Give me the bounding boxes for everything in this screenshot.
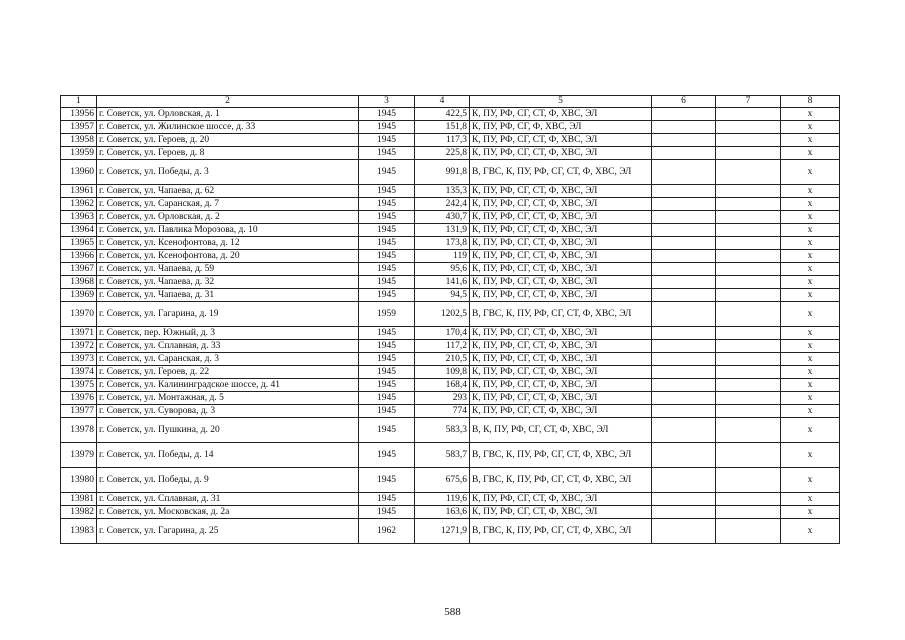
table-row [61,147,840,160]
area-cell: 293 [415,392,470,405]
column-6-cell [652,302,716,327]
area-cell: 109,8 [415,366,470,379]
area-cell: 95,6 [415,263,470,276]
utilities-cell: К, ПУ, РФ, СГ, СТ, Ф, ХВС, ЭЛ [470,108,652,121]
column-6-cell [652,250,716,263]
column-7-cell [716,263,781,276]
year-cell: 1945 [359,289,415,302]
column-6-cell [652,289,716,302]
column-8-cell: х [781,405,840,418]
column-6-cell [652,276,716,289]
table-row [61,289,840,302]
year-cell: 1945 [359,353,415,366]
area-cell: 117,3 [415,134,470,147]
column-6-cell [652,108,716,121]
row-number-cell: 13956 [61,108,97,121]
column-8-cell: х [781,468,840,493]
utilities-cell: К, ПУ, РФ, СГ, СТ, Ф, ХВС, ЭЛ [470,289,652,302]
row-number-cell: 13966 [61,250,97,263]
address-cell: г. Советск, ул. Гагарина, д. 25 [97,519,359,544]
row-number-cell: 13974 [61,366,97,379]
column-6-cell [652,405,716,418]
address-cell: г. Советск, ул. Орловская, д. 2 [97,211,359,224]
table-row [61,224,840,237]
utilities-cell: К, ПУ, РФ, СГ, СТ, Ф, ХВС, ЭЛ [470,405,652,418]
table-row [61,379,840,392]
table-row [61,493,840,506]
address-cell: г. Советск, ул. Победы, д. 3 [97,160,359,185]
row-number-cell: 13969 [61,289,97,302]
column-7-cell [716,198,781,211]
table-row [61,185,840,198]
table-row [61,250,840,263]
area-cell: 94,5 [415,289,470,302]
utilities-cell: К, ПУ, РФ, СГ, СТ, Ф, ХВС, ЭЛ [470,276,652,289]
year-cell: 1945 [359,340,415,353]
area-cell: 675,6 [415,468,470,493]
table-row [61,211,840,224]
area-cell: 168,4 [415,379,470,392]
year-cell: 1945 [359,147,415,160]
year-cell: 1945 [359,224,415,237]
column-8-cell: х [781,185,840,198]
year-cell: 1945 [359,506,415,519]
column-6-cell [652,379,716,392]
column-8-cell: х [781,327,840,340]
utilities-cell: К, ПУ, РФ, СГ, СТ, Ф, ХВС, ЭЛ [470,185,652,198]
utilities-cell: К, ПУ, РФ, СГ, СТ, Ф, ХВС, ЭЛ [470,198,652,211]
year-cell: 1945 [359,211,415,224]
area-cell: 117,2 [415,340,470,353]
table-row [61,506,840,519]
area-cell: 991,8 [415,160,470,185]
year-cell: 1945 [359,250,415,263]
year-cell: 1945 [359,198,415,211]
housing-registry-table [60,95,840,544]
row-number-cell: 13978 [61,418,97,443]
column-6-cell [652,392,716,405]
table-row [61,134,840,147]
table-row [61,198,840,211]
year-cell: 1945 [359,160,415,185]
address-cell: г. Советск, ул. Героев, д. 22 [97,366,359,379]
column-8-cell: х [781,353,840,366]
area-cell: 225,8 [415,147,470,160]
column-7-cell [716,237,781,250]
utilities-cell: В, К, ПУ, РФ, СГ, СТ, Ф, ХВС, ЭЛ [470,418,652,443]
column-7-cell [716,405,781,418]
address-cell: г. Советск, ул. Жилинское шоссе, д. 33 [97,121,359,134]
column-header-2: 2 [97,96,359,108]
area-cell: 242,4 [415,198,470,211]
column-7-cell [716,302,781,327]
address-cell: г. Советск, ул. Победы, д. 14 [97,443,359,468]
column-6-cell [652,185,716,198]
row-number-cell: 13967 [61,263,97,276]
row-number-cell: 13963 [61,211,97,224]
row-number-cell: 13960 [61,160,97,185]
column-8-cell: х [781,198,840,211]
column-7-cell [716,493,781,506]
column-7-cell [716,519,781,544]
row-number-cell: 13957 [61,121,97,134]
column-7-cell [716,250,781,263]
row-number-cell: 13976 [61,392,97,405]
row-number-cell: 13983 [61,519,97,544]
column-6-cell [652,493,716,506]
utilities-cell: К, ПУ, РФ, СГ, СТ, Ф, ХВС, ЭЛ [470,353,652,366]
table-row [61,276,840,289]
table-row [61,353,840,366]
column-7-cell [716,379,781,392]
row-number-cell: 13979 [61,443,97,468]
utilities-cell: К, ПУ, РФ, СГ, СТ, Ф, ХВС, ЭЛ [470,493,652,506]
column-8-cell: х [781,443,840,468]
row-number-cell: 13971 [61,327,97,340]
column-8-cell: х [781,493,840,506]
table-row [61,263,840,276]
address-cell: г. Советск, ул. Ксенофонтова, д. 12 [97,237,359,250]
column-8-cell: х [781,276,840,289]
table-body [61,108,840,544]
column-header-4: 4 [415,96,470,108]
column-7-cell [716,185,781,198]
column-8-cell: х [781,211,840,224]
address-cell: г. Советск, ул. Ксенофонтова, д. 20 [97,250,359,263]
column-6-cell [652,443,716,468]
column-7-cell [716,276,781,289]
utilities-cell: К, ПУ, РФ, СГ, СТ, Ф, ХВС, ЭЛ [470,340,652,353]
column-8-cell: х [781,263,840,276]
utilities-cell: К, ПУ, РФ, СГ, СТ, Ф, ХВС, ЭЛ [470,224,652,237]
utilities-cell: К, ПУ, РФ, СГ, СТ, Ф, ХВС, ЭЛ [470,392,652,405]
utilities-cell: К, ПУ, РФ, СГ, СТ, Ф, ХВС, ЭЛ [470,366,652,379]
utilities-cell: В, ГВС, К, ПУ, РФ, СГ, СТ, Ф, ХВС, ЭЛ [470,519,652,544]
utilities-cell: К, ПУ, РФ, СГ, СТ, Ф, ХВС, ЭЛ [470,237,652,250]
column-7-cell [716,366,781,379]
address-cell: г. Советск, ул. Орловская, д. 1 [97,108,359,121]
table-row [61,160,840,185]
area-cell: 774 [415,405,470,418]
year-cell: 1945 [359,237,415,250]
column-7-cell [716,443,781,468]
utilities-cell: К, ПУ, РФ, СГ, СТ, Ф, ХВС, ЭЛ [470,379,652,392]
column-8-cell: х [781,379,840,392]
address-cell: г. Советск, ул. Калининградское шоссе, д. 41 [97,379,359,392]
utilities-cell: К, ПУ, РФ, СГ, СТ, Ф, ХВС, ЭЛ [470,506,652,519]
table-row [61,418,840,443]
utilities-cell: К, ПУ, РФ, СГ, СТ, Ф, ХВС, ЭЛ [470,147,652,160]
column-7-cell [716,327,781,340]
utilities-cell: К, ПУ, РФ, СГ, СТ, Ф, ХВС, ЭЛ [470,250,652,263]
column-8-cell: х [781,108,840,121]
area-cell: 141,6 [415,276,470,289]
year-cell: 1945 [359,366,415,379]
column-7-cell [716,506,781,519]
column-header-7: 7 [716,96,781,108]
year-cell: 1945 [359,327,415,340]
header-row [61,96,840,108]
row-number-cell: 13972 [61,340,97,353]
year-cell: 1945 [359,134,415,147]
address-cell: г. Советск, ул. Чапаева, д. 62 [97,185,359,198]
row-number-cell: 13959 [61,147,97,160]
year-cell: 1945 [359,276,415,289]
address-cell: г. Советск, ул. Монтажная, д. 5 [97,392,359,405]
address-cell: г. Советск, ул. Суворова, д. 3 [97,405,359,418]
address-cell: г. Советск, ул. Сплавная, д. 31 [97,493,359,506]
year-cell: 1945 [359,263,415,276]
row-number-cell: 13958 [61,134,97,147]
address-cell: г. Советск, ул. Павлика Морозова, д. 10 [97,224,359,237]
year-cell: 1945 [359,108,415,121]
area-cell: 583,7 [415,443,470,468]
row-number-cell: 13968 [61,276,97,289]
address-cell: г. Советск, ул. Чапаева, д. 31 [97,289,359,302]
utilities-cell: К, ПУ, РФ, СГ, СТ, Ф, ХВС, ЭЛ [470,263,652,276]
area-cell: 422,5 [415,108,470,121]
area-cell: 210,5 [415,353,470,366]
column-header-8: 8 [781,96,840,108]
column-8-cell: х [781,224,840,237]
column-header-1: 1 [61,96,97,108]
year-cell: 1945 [359,443,415,468]
year-cell: 1945 [359,468,415,493]
area-cell: 163,6 [415,506,470,519]
column-8-cell: х [781,418,840,443]
utilities-cell: В, ГВС, К, ПУ, РФ, СГ, СТ, Ф, ХВС, ЭЛ [470,160,652,185]
column-6-cell [652,211,716,224]
table-row [61,468,840,493]
year-cell: 1945 [359,392,415,405]
area-cell: 430,7 [415,211,470,224]
utilities-cell: В, ГВС, К, ПУ, РФ, СГ, СТ, Ф, ХВС, ЭЛ [470,443,652,468]
column-7-cell [716,392,781,405]
table-row [61,366,840,379]
year-cell: 1945 [359,121,415,134]
column-7-cell [716,353,781,366]
column-7-cell [716,134,781,147]
row-number-cell: 13965 [61,237,97,250]
column-7-cell [716,121,781,134]
utilities-cell: К, ПУ, РФ, СГ, Ф, ХВС, ЭЛ [470,121,652,134]
row-number-cell: 13964 [61,224,97,237]
row-number-cell: 13970 [61,302,97,327]
table-row [61,392,840,405]
column-6-cell [652,224,716,237]
utilities-cell: К, ПУ, РФ, СГ, СТ, Ф, ХВС, ЭЛ [470,134,652,147]
row-number-cell: 13980 [61,468,97,493]
table-row [61,121,840,134]
column-7-cell [716,108,781,121]
address-cell: г. Советск, пер. Южный, д. 3 [97,327,359,340]
column-7-cell [716,289,781,302]
row-number-cell: 13977 [61,405,97,418]
area-cell: 119 [415,250,470,263]
year-cell: 1945 [359,405,415,418]
column-header-3: 3 [359,96,415,108]
column-8-cell: х [781,392,840,405]
table-row [61,340,840,353]
column-6-cell [652,134,716,147]
column-8-cell: х [781,250,840,263]
column-header-5: 5 [470,96,652,108]
year-cell: 1959 [359,302,415,327]
table-row [61,443,840,468]
year-cell: 1962 [359,519,415,544]
column-6-cell [652,237,716,250]
column-8-cell: х [781,506,840,519]
area-cell: 119,6 [415,493,470,506]
address-cell: г. Советск, ул. Чапаева, д. 32 [97,276,359,289]
column-6-cell [652,519,716,544]
column-8-cell: х [781,519,840,544]
address-cell: г. Советск, ул. Героев, д. 8 [97,147,359,160]
utilities-cell: В, ГВС, К, ПУ, РФ, СГ, СТ, Ф, ХВС, ЭЛ [470,302,652,327]
column-7-cell [716,418,781,443]
address-cell: г. Советск, ул. Гагарина, д. 19 [97,302,359,327]
column-8-cell: х [781,134,840,147]
row-number-cell: 13961 [61,185,97,198]
column-8-cell: х [781,160,840,185]
area-cell: 131,9 [415,224,470,237]
column-8-cell: х [781,237,840,250]
column-6-cell [652,121,716,134]
column-6-cell [652,160,716,185]
table-row [61,237,840,250]
column-6-cell [652,418,716,443]
column-6-cell [652,327,716,340]
address-cell: г. Советск, ул. Саранская, д. 3 [97,353,359,366]
area-cell: 583,3 [415,418,470,443]
area-cell: 151,8 [415,121,470,134]
address-cell: г. Советск, ул. Сплавная, д. 33 [97,340,359,353]
table-row [61,519,840,544]
column-8-cell: х [781,289,840,302]
address-cell: г. Советск, ул. Победы, д. 9 [97,468,359,493]
row-number-cell: 13973 [61,353,97,366]
column-6-cell [652,468,716,493]
year-cell: 1945 [359,418,415,443]
column-header-6: 6 [652,96,716,108]
column-7-cell [716,160,781,185]
column-6-cell [652,353,716,366]
column-7-cell [716,211,781,224]
column-6-cell [652,366,716,379]
utilities-cell: К, ПУ, РФ, СГ, СТ, Ф, ХВС, ЭЛ [470,327,652,340]
year-cell: 1945 [359,379,415,392]
page-number: 588 [444,606,461,618]
area-cell: 1202,5 [415,302,470,327]
area-cell: 170,4 [415,327,470,340]
column-6-cell [652,340,716,353]
address-cell: г. Советск, ул. Героев, д. 20 [97,134,359,147]
address-cell: г. Советск, ул. Саранская, д. 7 [97,198,359,211]
year-cell: 1945 [359,185,415,198]
column-7-cell [716,340,781,353]
utilities-cell: В, ГВС, К, ПУ, РФ, СГ, СТ, Ф, ХВС, ЭЛ [470,468,652,493]
document-sheet [60,95,840,544]
column-7-cell [716,224,781,237]
row-number-cell: 13982 [61,506,97,519]
area-cell: 173,8 [415,237,470,250]
column-8-cell: х [781,302,840,327]
column-8-cell: х [781,366,840,379]
column-6-cell [652,198,716,211]
table-row [61,327,840,340]
column-8-cell: х [781,340,840,353]
area-cell: 1271,9 [415,519,470,544]
column-7-cell [716,468,781,493]
utilities-cell: К, ПУ, РФ, СГ, СТ, Ф, ХВС, ЭЛ [470,211,652,224]
column-6-cell [652,263,716,276]
column-6-cell [652,506,716,519]
row-number-cell: 13975 [61,379,97,392]
address-cell: г. Советск, ул. Чапаева, д. 59 [97,263,359,276]
year-cell: 1945 [359,493,415,506]
column-8-cell: х [781,147,840,160]
column-8-cell: х [781,121,840,134]
row-number-cell: 13981 [61,493,97,506]
table-row [61,405,840,418]
row-number-cell: 13962 [61,198,97,211]
table-row [61,302,840,327]
area-cell: 135,3 [415,185,470,198]
column-6-cell [652,147,716,160]
address-cell: г. Советск, ул. Московская, д. 2а [97,506,359,519]
column-7-cell [716,147,781,160]
table-row [61,108,840,121]
address-cell: г. Советск, ул. Пушкина, д. 20 [97,418,359,443]
